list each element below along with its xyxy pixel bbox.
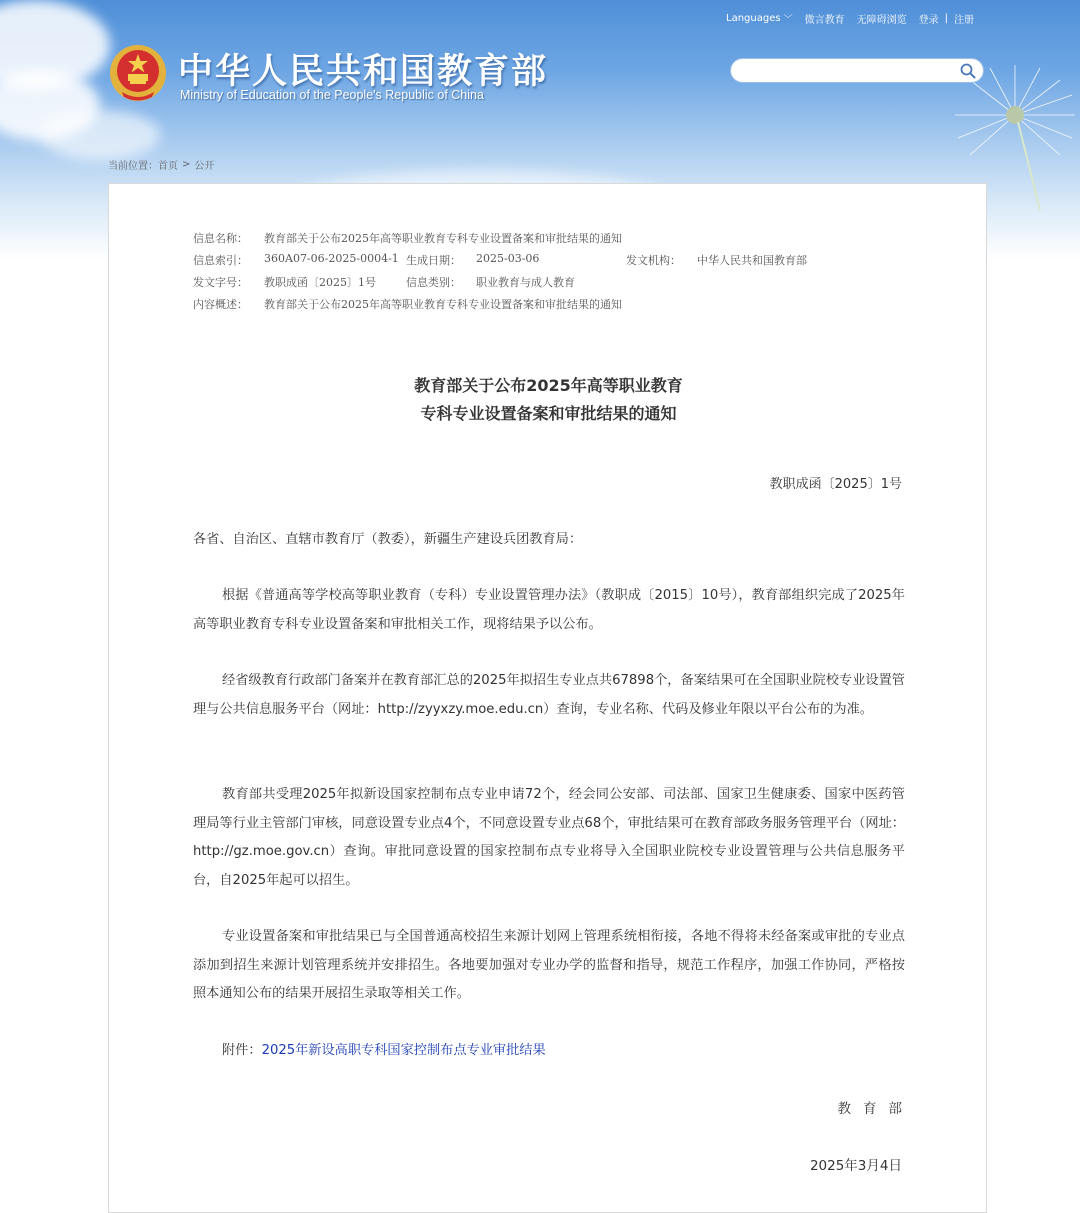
meta-issuer-label: 发文机构： [626,254,681,267]
breadcrumb-current[interactable]: 公开 [194,161,215,172]
meta-category-value: 职业教育与成人教育 [476,276,575,289]
meta-date-value: 2025-03-06 [476,252,540,265]
document-title [109,372,988,428]
attachment-link[interactable]: 2025年新设高职专科国家控制布点专业审批结果 [261,1043,546,1058]
meta-category-label: 信息类别： [406,276,461,289]
meta-index-label: 信息索引： [193,254,248,267]
meta-name-value: 教育部关于公布2025年高等职业教育专科专业设置备案和审批结果的通知 [264,232,622,245]
weiyan-link[interactable]: 微言教育 [804,15,845,26]
attachment-label: 附件： [222,1043,262,1058]
meta-name-label: 信息名称： [193,232,248,245]
languages-link[interactable]: Languages [726,13,781,24]
breadcrumb [108,157,214,172]
breadcrumb-label: 当前位置： [108,161,158,172]
search-box [730,58,984,83]
accessibility-link[interactable]: 无障碍浏览 [856,15,907,26]
breadcrumb-home[interactable]: 首页 [158,161,178,172]
national-emblem-icon [108,42,168,104]
cloud-decoration [40,110,160,160]
separator: | [944,13,948,24]
paragraph-2: 经省级教育行政部门备案并在教育部汇总的2025年拟招生专业点共67898个，备案结果可在全国职业院校专业设置管理与公共信息服务平台（网址：http://zyyxzy.moe.edu.cn）查询，专业名称、代码及修业年限以平台公布的为准。 [193,673,905,717]
site-subtitle: Ministry of Education of the People's Republic of China [180,88,484,102]
site-title[interactable]: 中华人民共和国教育部 [178,52,549,92]
signer: 教育部 [837,1101,914,1117]
paragraph-4: 专业设置备案和审批结果已与全国普通高校招生来源计划网上管理系统相衔接，各地不得将未经备案或审批的专业点添加到招生来源计划管理系统并安排招生。各地要加强对专业办学的监督和指导，规范工作程序，加强工作协同，严格按照本通知公布的结果开展招生录取等相关工作。 [193,929,905,1001]
document-title-line1: 教育部关于公布2025年高等职业教育 [414,376,683,395]
paragraph-3: 教育部共受理2025年拟新设国家控制布点专业申请72个，经会同公安部、司法部、国家卫生健康委、国家中医药管理局等行业主管部门审核，同意设置专业点4个，不同意设置专业点68个，审批结果可在教育部政务服务管理平台（网址：http://gz.moe.gov.cn）查询。审批同意设置的国家控制布点专业将导入全国职业院校专业设置管理与公共信息服务平台，自2025年起可以招生。 [193,787,905,888]
meta-docno-value: 教职成函〔2025〕1号 [264,276,376,289]
meta-index-value: 360A07-06-2025-0004-1 [264,252,399,265]
meta-docno-label: 发文字号： [193,276,248,289]
meta-summary-label: 内容概述： [193,298,248,311]
meta-summary-value: 教育部关于公布2025年高等职业教育专科专业设置备案和审批结果的通知 [264,298,622,311]
register-link[interactable]: 注册 [953,15,974,26]
document-number: 教职成函〔2025〕1号 [769,477,902,492]
login-link[interactable]: 登录 [918,15,939,26]
top-links [726,11,974,26]
chevron-down-icon[interactable]: ﹀ [783,15,793,25]
search-input[interactable] [741,62,955,81]
meta-date-label: 生成日期： [406,254,461,267]
breadcrumb-arrow-icon: > [182,159,191,170]
attachment-line [193,1037,905,1066]
document-title-line2: 专科专业设置备案和审批结果的通知 [420,404,677,423]
paragraph-1: 根据《普通高等学校高等职业教育（专科）专业设置管理办法》（教职成〔2015〕10号），教育部组织完成了2025年高等职业教育专科专业设置备案和审批相关工作，现将结果予以公布。 [193,588,905,632]
salutation: 各省、自治区、直辖市教育厅（教委），新疆生产建设兵团教育局： [193,532,583,547]
meta-issuer-value: 中华人民共和国教育部 [697,254,807,267]
search-icon[interactable] [959,62,977,80]
article-card [108,183,987,1213]
signature-date: 2025年3月4日 [809,1158,902,1174]
